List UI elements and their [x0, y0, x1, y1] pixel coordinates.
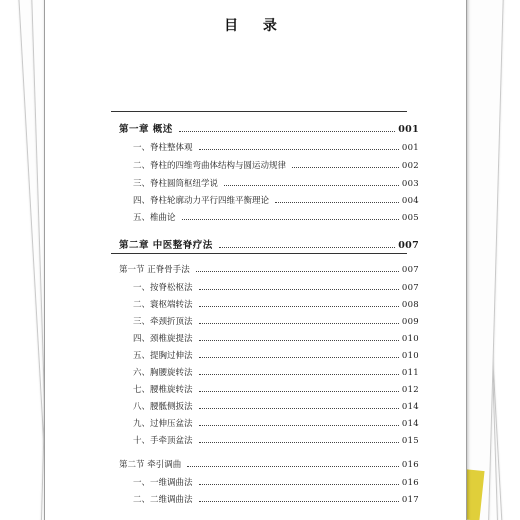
- toc-entry[interactable]: [133, 400, 419, 412]
- toc-entry-label: 一、一维调曲法: [133, 478, 193, 488]
- toc-entry[interactable]: [133, 194, 419, 206]
- toc-entry[interactable]: [133, 349, 419, 361]
- toc-entry[interactable]: [133, 366, 419, 378]
- toc-entry-page: 001: [398, 124, 419, 135]
- dot-leader: [219, 247, 395, 248]
- toc-entry-page: 014: [401, 402, 419, 412]
- toc-entry-label: 四、脊柱轮廓动力平行四维平衡理论: [133, 196, 270, 206]
- dot-leader: [199, 501, 399, 502]
- toc-entry[interactable]: [133, 315, 419, 327]
- toc-entry-page: 016: [401, 460, 419, 470]
- toc-entry-page: 008: [401, 300, 419, 310]
- page-title: 目 录: [224, 18, 287, 34]
- toc-entry-label: 第二章 中医整脊疗法: [119, 240, 213, 251]
- toc-entry-label: 八、腰骶侧扳法: [133, 402, 193, 412]
- toc-entry[interactable]: [133, 159, 419, 171]
- toc-entry-label: 五、提胸过伸法: [133, 351, 193, 361]
- toc-entry[interactable]: [133, 434, 419, 446]
- toc-entry-page: 017: [401, 495, 419, 505]
- toc-entry-label: 十、手牵顶盆法: [133, 436, 193, 446]
- toc-entry-label: 五、椎曲论: [133, 213, 176, 223]
- toc-entry-label: 九、过伸压盆法: [133, 419, 193, 429]
- toc-entry-label: 第一节 正脊骨手法: [119, 265, 190, 275]
- contents-page: [44, 0, 467, 520]
- toc-entry-label: 第一章 概述: [119, 124, 173, 135]
- toc-entry-label: 一、按脊松枢法: [133, 283, 193, 293]
- dot-leader: [199, 374, 399, 375]
- toc-entry-label: 六、胸腰旋转法: [133, 368, 193, 378]
- dot-leader: [199, 149, 399, 150]
- dot-leader: [199, 442, 399, 443]
- dot-leader: [182, 219, 399, 220]
- toc-entry-label: 二、脊柱的四维弯曲体结构与圆运动规律: [133, 161, 287, 171]
- toc-entry-page: 016: [401, 478, 419, 488]
- dot-leader: [187, 466, 399, 467]
- toc-entry-page: 007: [398, 240, 419, 251]
- toc-entry[interactable]: [133, 177, 419, 189]
- dot-leader: [292, 167, 399, 168]
- toc-entry[interactable]: [133, 493, 419, 505]
- dot-leader: [199, 340, 399, 341]
- toc-entry-page: 014: [401, 419, 419, 429]
- dot-leader: [179, 131, 395, 132]
- toc-entry-page: 015: [401, 436, 419, 446]
- toc-entry[interactable]: [133, 383, 419, 395]
- toc-entry-page: 002: [401, 161, 419, 171]
- dot-leader: [199, 391, 399, 392]
- toc-entry-label: 一、脊柱整体观: [133, 143, 193, 153]
- dot-leader: [199, 357, 399, 358]
- toc-entry-chapter-2[interactable]: [119, 237, 419, 251]
- dot-leader: [199, 323, 399, 324]
- toc-entry[interactable]: [133, 211, 419, 223]
- toc-entry-page: 010: [401, 334, 419, 344]
- toc-entry[interactable]: [133, 417, 419, 429]
- toc-entry-label: 四、颈椎旋提法: [133, 334, 193, 344]
- toc-entry-page: 007: [401, 265, 419, 275]
- dot-leader: [196, 271, 399, 272]
- toc-entry[interactable]: [133, 298, 419, 310]
- dot-leader: [199, 484, 399, 485]
- toc-entry-page: 001: [401, 143, 419, 153]
- top-rule: [111, 111, 407, 112]
- toc-entry-section-2[interactable]: [119, 458, 419, 470]
- dot-leader: [199, 306, 399, 307]
- toc-entry-page: 011: [401, 368, 419, 378]
- toc-entry-page: 007: [401, 283, 419, 293]
- toc-entry-section-1[interactable]: [119, 263, 419, 275]
- toc-entry-label: 二、二维调曲法: [133, 495, 193, 505]
- toc-entry[interactable]: [133, 332, 419, 344]
- toc-entry-label: 三、脊柱圆筒枢纽学说: [133, 179, 219, 189]
- toc-entry-page: 012: [401, 385, 419, 395]
- toc-entry-page: 010: [401, 351, 419, 361]
- toc-entry[interactable]: [133, 281, 419, 293]
- toc-entry-chapter-1[interactable]: [119, 121, 419, 135]
- chapter-rule: [111, 253, 407, 254]
- toc-entry[interactable]: [133, 476, 419, 488]
- dot-leader: [199, 289, 399, 290]
- toc-entry-label: 二、寰枢端转法: [133, 300, 193, 310]
- dot-leader: [199, 408, 399, 409]
- toc-entry-label: 七、腰椎旋转法: [133, 385, 193, 395]
- toc-entry-page: 003: [401, 179, 419, 189]
- toc-entry-page: 005: [401, 213, 419, 223]
- toc-entry-page: 009: [401, 317, 419, 327]
- toc-entry[interactable]: [133, 141, 419, 153]
- dot-leader: [224, 185, 399, 186]
- dot-leader: [199, 425, 399, 426]
- toc-entry-page: 004: [401, 196, 419, 206]
- toc-entry-label: 三、牵颈折顶法: [133, 317, 193, 327]
- toc-entry-label: 第二节 牵引调曲: [119, 460, 182, 470]
- dot-leader: [275, 202, 399, 203]
